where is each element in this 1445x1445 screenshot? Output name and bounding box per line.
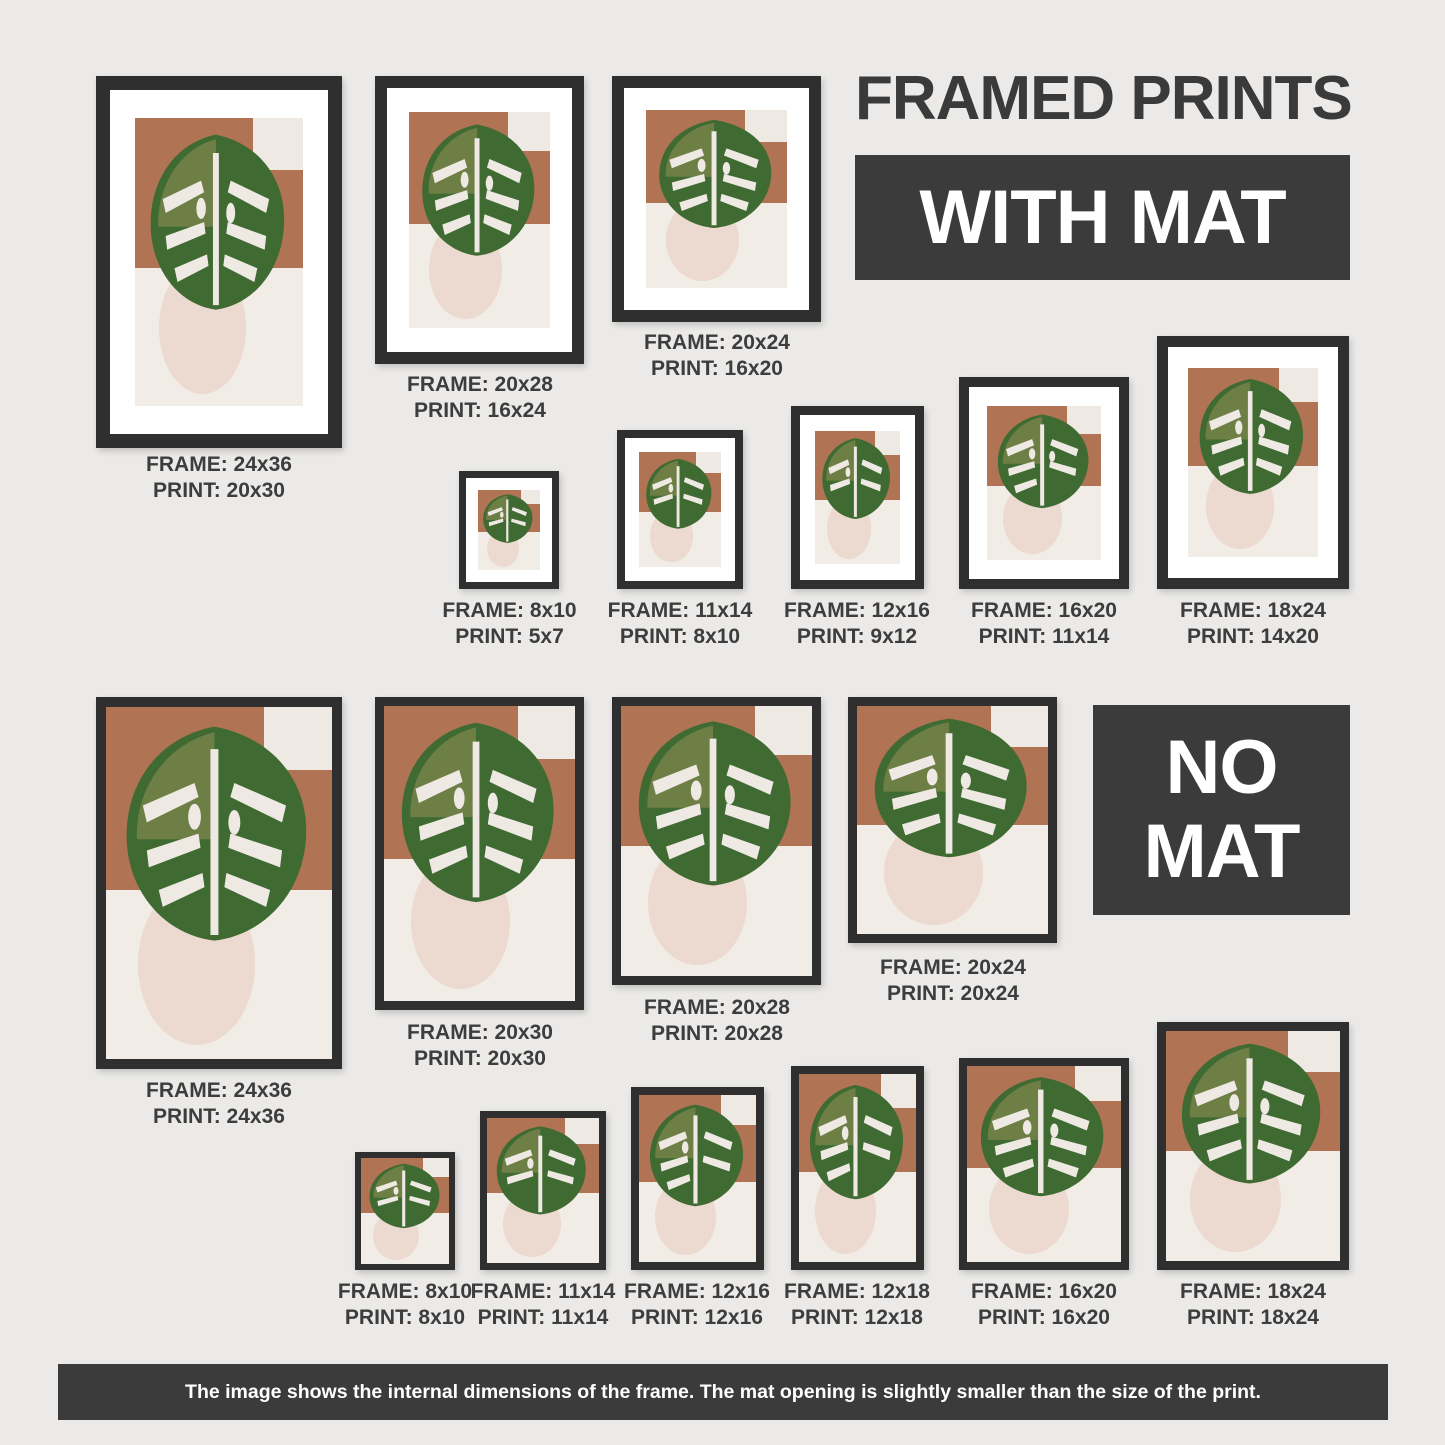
frame-label: FRAME: 11x14 [470, 1280, 616, 1303]
print-label: PRINT: 11x14 [477, 1306, 609, 1329]
artwork [487, 1118, 599, 1263]
frame-label: FRAME: 8x10 [442, 599, 577, 622]
artwork [639, 452, 721, 567]
print-label: PRINT: 12x18 [791, 1306, 923, 1329]
frame-nm-18x24[interactable] [1157, 1022, 1349, 1270]
frame-label: FRAME: 20x30 [407, 1021, 553, 1044]
mat [110, 90, 328, 434]
print-label: PRINT: 24x36 [153, 1105, 285, 1128]
mat [800, 415, 915, 580]
print-label: PRINT: 14x20 [1187, 625, 1319, 648]
print-label: PRINT: 9x12 [796, 625, 918, 648]
mat [387, 88, 572, 352]
artwork [409, 112, 550, 328]
mat [624, 88, 809, 310]
footer-text: The image shows the internal dimensions of the frame. The mat opening is slightly smaller than the size of the print. [185, 1380, 1261, 1403]
caption-nm-24x36 [96, 1078, 342, 1130]
no-mat-line-1: NO [1165, 725, 1278, 810]
caption-nm-16x20 [963, 1279, 1125, 1331]
monstera-leaf-icon [392, 718, 560, 907]
frame-label: FRAME: 16x20 [971, 1280, 1117, 1303]
frame-nm-20x28[interactable] [612, 697, 821, 985]
print-label: PRINT: 20x30 [414, 1047, 546, 1070]
artwork [1188, 368, 1318, 557]
artwork [799, 1074, 916, 1262]
print-label: PRINT: 5x7 [455, 625, 564, 648]
caption-wm-18x24 [1172, 598, 1334, 650]
monstera-leaf-icon [804, 1082, 907, 1202]
artwork [135, 118, 303, 406]
caption-nm-20x30 [350, 1020, 610, 1072]
print-label: PRINT: 16x20 [651, 357, 783, 380]
artwork [384, 706, 575, 1001]
monstera-leaf-icon [491, 1124, 590, 1217]
frame-nm-12x16[interactable] [631, 1087, 764, 1270]
frame-nm-20x30[interactable] [375, 697, 584, 1010]
mat [969, 387, 1119, 579]
artwork [639, 1095, 756, 1262]
print-label: PRINT: 20x28 [651, 1022, 783, 1045]
monstera-leaf-icon [652, 117, 776, 231]
frame-label: FRAME: 24x36 [146, 453, 292, 476]
monstera-leaf-icon [1193, 376, 1307, 497]
frame-label: FRAME: 20x28 [644, 996, 790, 1019]
print-label: PRINT: 16x24 [414, 399, 546, 422]
caption-nm-8x10 [330, 1279, 480, 1331]
frame-nm-12x18[interactable] [791, 1066, 924, 1270]
artwork [967, 1066, 1121, 1262]
monstera-leaf-icon [818, 436, 893, 521]
frame-nm-20x24[interactable] [848, 697, 1057, 943]
caption-wm-20x24 [587, 330, 847, 382]
print-label: PRINT: 20x24 [887, 982, 1019, 1005]
caption-wm-24x36 [96, 452, 342, 504]
caption-nm-18x24 [1172, 1279, 1334, 1331]
caption-nm-12x18 [782, 1279, 932, 1331]
caption-wm-11x14 [605, 598, 755, 650]
frame-wm-11x14[interactable] [617, 430, 743, 589]
monstera-leaf-icon [642, 457, 714, 531]
monstera-leaf-icon [865, 715, 1033, 861]
artwork [815, 431, 900, 564]
artwork [106, 707, 332, 1059]
frame-wm-8x10[interactable] [459, 471, 559, 589]
frame-nm-16x20[interactable] [959, 1058, 1129, 1270]
print-label: PRINT: 8x10 [344, 1306, 466, 1329]
with-mat-banner: WITH MAT [855, 155, 1350, 280]
print-label: PRINT: 18x24 [1187, 1306, 1319, 1329]
frame-wm-16x20[interactable] [959, 377, 1129, 589]
frame-label: FRAME: 11x14 [607, 599, 753, 622]
frame-wm-20x28[interactable] [375, 76, 584, 364]
frame-label: FRAME: 16x20 [971, 599, 1117, 622]
frame-label: FRAME: 20x24 [880, 956, 1026, 979]
artwork [1166, 1031, 1340, 1261]
caption-wm-16x20 [963, 598, 1125, 650]
monstera-leaf-icon [115, 721, 314, 946]
caption-nm-12x16 [622, 1279, 772, 1331]
frame-label: FRAME: 12x16 [784, 599, 930, 622]
monstera-leaf-icon [480, 493, 535, 544]
caption-nm-11x14 [468, 1279, 618, 1331]
frame-label: FRAME: 12x16 [624, 1280, 770, 1303]
page-title: FRAMED PRINTS [855, 64, 1352, 133]
print-label: PRINT: 16x20 [978, 1306, 1110, 1329]
footer-note [58, 1364, 1388, 1420]
monstera-leaf-icon [365, 1162, 442, 1230]
artwork [361, 1158, 449, 1264]
print-label: PRINT: 11x14 [978, 625, 1110, 648]
monstera-leaf-icon [992, 412, 1092, 511]
frame-wm-20x24[interactable] [612, 76, 821, 322]
monstera-leaf-icon [1173, 1040, 1326, 1187]
frame-wm-18x24[interactable] [1157, 336, 1349, 589]
mat [1168, 347, 1338, 578]
artwork [857, 706, 1048, 934]
frame-label: FRAME: 20x24 [644, 331, 790, 354]
frame-nm-8x10[interactable] [355, 1152, 455, 1270]
frame-label: FRAME: 24x36 [146, 1079, 292, 1102]
monstera-leaf-icon [415, 121, 539, 259]
frame-wm-24x36[interactable] [96, 76, 342, 448]
mat [466, 478, 552, 582]
mat [625, 438, 735, 581]
caption-wm-20x28 [350, 372, 610, 424]
print-label: PRINT: 20x30 [153, 479, 285, 502]
frame-label: FRAME: 12x18 [784, 1280, 930, 1303]
artwork [646, 110, 787, 288]
frame-label: FRAME: 20x28 [407, 373, 553, 396]
frame-label: FRAME: 18x24 [1180, 1280, 1326, 1303]
print-label: PRINT: 12x16 [631, 1306, 763, 1329]
monstera-leaf-icon [142, 130, 290, 314]
caption-nm-20x24 [823, 955, 1083, 1007]
caption-wm-8x10 [437, 598, 582, 650]
monstera-leaf-icon [644, 1102, 747, 1209]
artwork [478, 490, 540, 570]
frame-wm-12x16[interactable] [791, 406, 924, 589]
frame-label: FRAME: 18x24 [1180, 599, 1326, 622]
no-mat-line-2: MAT [1143, 809, 1300, 894]
no-mat-banner [1093, 705, 1350, 915]
frame-nm-24x36[interactable] [96, 697, 342, 1069]
monstera-leaf-icon [629, 717, 797, 890]
artwork [621, 706, 812, 976]
caption-wm-12x16 [782, 598, 932, 650]
caption-nm-20x28 [587, 995, 847, 1047]
print-label: PRINT: 8x10 [619, 625, 741, 648]
artwork [987, 406, 1101, 560]
frame-nm-11x14[interactable] [480, 1111, 606, 1270]
monstera-leaf-icon [973, 1074, 1109, 1199]
frame-label: FRAME: 8x10 [337, 1280, 473, 1303]
